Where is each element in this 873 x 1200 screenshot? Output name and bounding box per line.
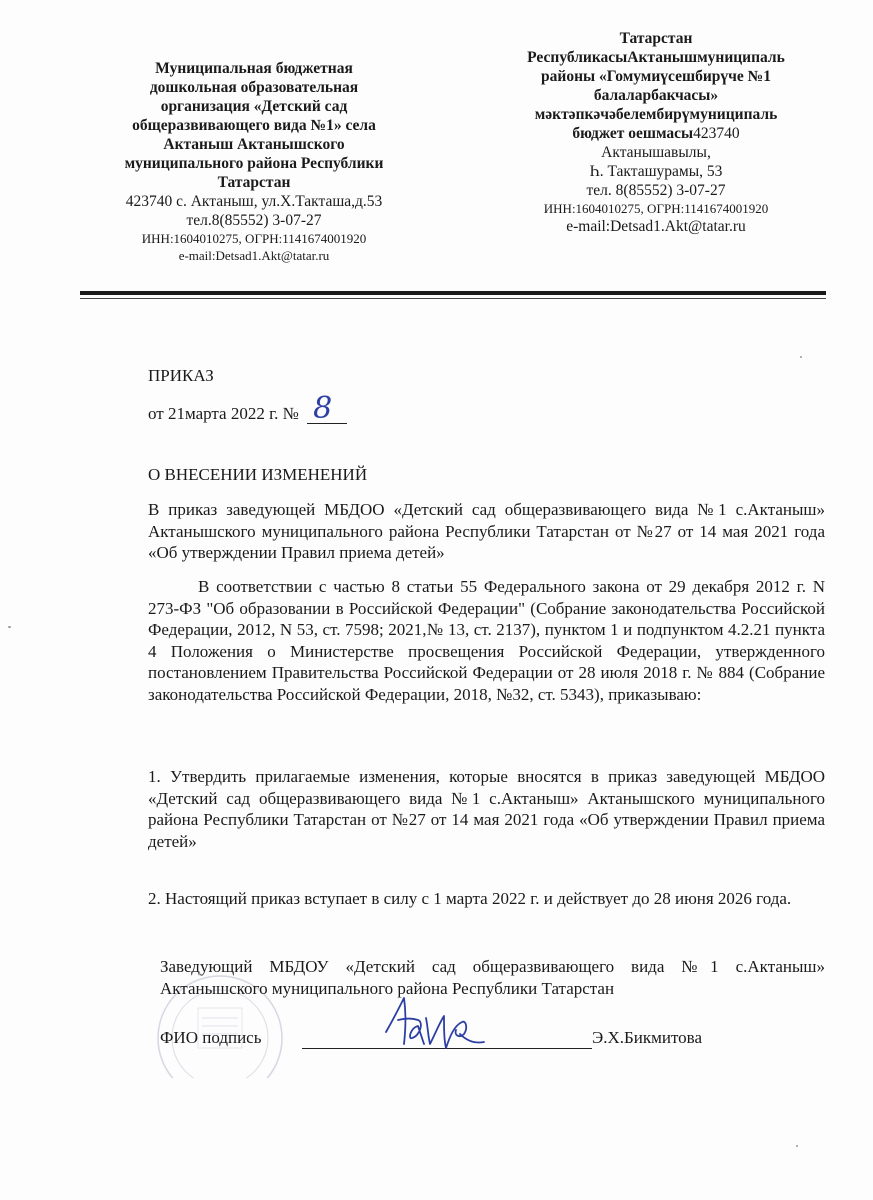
header-divider-thick <box>80 291 826 295</box>
order-number-field <box>307 391 347 426</box>
org-name-line-tat: РеспубликасыАктанышмуниципаль <box>527 49 785 66</box>
paragraph-item-1: 1. Утвердить прилагаемые изменения, которые вносятся в приказ заведующей МБДОО «Детский сад общеразвивающего вида №1 с.Актаныш» Актанышского муниципального района Республики Татарстан от №27 от 14 мая 2021 года «Об утверждении Правил приема детей» <box>148 767 825 851</box>
order-subject: О ВНЕСЕНИИ ИЗМЕНЕНИЙ <box>148 465 368 484</box>
paragraph-intro: В приказ заведующей МБДОО «Детский сад общеразвивающего вида №1 с.Актаныш» Актанышского муниципального района Республики Татарстан от №27 от 14 мая 2021 года «Об утверждении Правил приема детей» <box>148 500 825 562</box>
order-number-handwritten: 8 <box>313 391 333 426</box>
org-name-with-zip <box>495 124 817 143</box>
org-name-line: муниципального района Республики <box>124 155 384 172</box>
paragraph-item-2: 2. Настоящий приказ вступает в силу с 1 марта 2022 г. и действует до 28 июня 2026 года. <box>148 889 792 908</box>
org-email-tat: e-mail:Detsad1.Akt@tatar.ru <box>566 218 746 235</box>
org-name-line: общеразвивающего вида №1» села <box>132 117 376 134</box>
org-name-line-tat: балаларбакчасы» <box>593 87 719 104</box>
signatory-position: Заведующий МБДОУ «Детский сад общеразвивающего вида №1 с.Актаныш» Актанышского муниципального района Республики Татарстан <box>160 957 825 998</box>
org-ids-tat: ИНН:1604010275, ОГРН:1141674001920 <box>543 201 769 216</box>
org-name-line: Актаныш Актанышского <box>163 136 345 153</box>
paragraph-legal-basis: В соответствии с частью 8 статьи 55 Федерального закона от 29 декабря 2012 г. N 273-ФЗ "Об образовании в Российской Федерации" (Собрание законодательства Российской Федерации, 2012, N 53, ст. 7598; 2021,№ 13, ст. 2137), пунктом 1 и подпунктом 4.2.21 пункта 4 Положения о Министерстве просвещения Российской Федерации, утвержденного постановлением Правительства Российской Федерации от 28 июля 2018 г. № 884 (Собрание законодательства Российской Федерации, 2018, №32, ст. 5343), приказываю: <box>148 577 825 704</box>
order-date-line <box>148 391 347 426</box>
org-zip-tat: 423740 <box>693 125 740 142</box>
org-address-tat: Актанышавылы, <box>601 144 711 161</box>
handwritten-signature <box>380 988 490 1060</box>
header-right-org-block <box>495 29 817 236</box>
scan-speck <box>800 356 802 358</box>
org-ids: ИНН:1604010275, ОГРН:1141674001920 <box>141 231 367 246</box>
org-email: e-mail:Detsad1.Akt@tatar.ru <box>178 248 330 263</box>
org-name-line: дошкольная образовательная <box>149 79 359 96</box>
org-name-line-tat: мәктәпкәчәбелембирүмуниципаль <box>534 106 778 123</box>
order-title: ПРИКАЗ <box>148 366 214 385</box>
org-name-line: Татарстан <box>217 174 291 191</box>
signatory-name: Э.Х.Бикмитова <box>592 1028 703 1047</box>
org-name-line: организация «Детский сад <box>160 98 348 115</box>
org-name-line: Муниципальная бюджетная <box>155 60 353 77</box>
org-name-line-tat: районы «Гомумиүсешбирүче №1 <box>541 68 771 85</box>
org-address-tat: Һ. Такташурамы, 53 <box>589 163 723 180</box>
signature-label: ФИО подпись <box>160 1028 262 1047</box>
org-address: 423740 с. Актаныш, ул.Х.Такташа,д.53 <box>125 193 383 210</box>
scan-speck <box>796 1145 798 1147</box>
scan-speck <box>8 626 11 628</box>
header-left-org-block <box>95 59 413 264</box>
org-phone-tat: тел. 8(85552) 3-07-27 <box>586 182 726 199</box>
org-phone: тел.8(85552) 3-07-27 <box>186 212 322 229</box>
order-date: от 21марта 2022 г. № <box>148 404 299 423</box>
org-name-line-tat: бюджет оешмасы <box>572 125 694 142</box>
org-name-line-tat: Татарстан <box>619 30 693 47</box>
header-divider-thin <box>80 298 826 299</box>
signature-row <box>160 1028 825 1054</box>
